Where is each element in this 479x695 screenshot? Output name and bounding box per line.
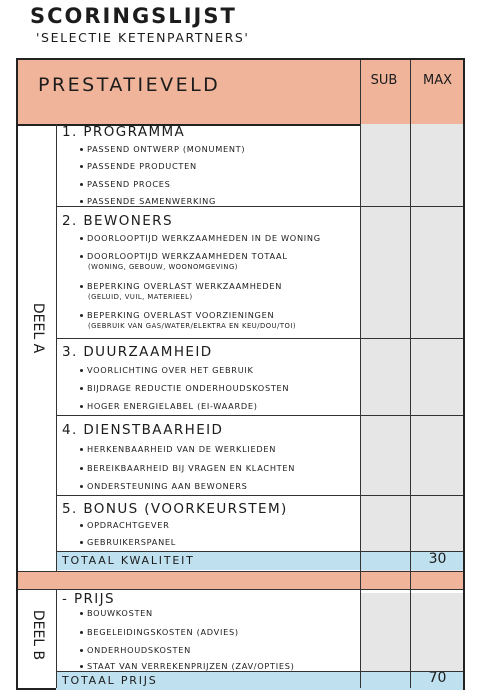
deel-a-label: DEEL A (30, 302, 46, 354)
list-item: ONDERHOUDSKOSTEN (80, 645, 191, 655)
list-item-note: (WONING, GEBOUW, WOONOMGEVING) (88, 263, 238, 271)
section-title-bewoners: 2. BEWONERS (62, 213, 173, 229)
section-divider-2 (56, 338, 463, 339)
deel-b-label: DEEL B (30, 609, 46, 661)
list-item-note: (GELUID, VUIL, MATERIEEL) (88, 293, 193, 301)
column-divider-sub (360, 60, 361, 688)
section-title-programma: 1. PROGRAMMA (62, 124, 186, 140)
separator-row (18, 572, 463, 589)
list-item: VOORLICHTING OVER HET GEBRUIK (80, 365, 254, 375)
section-divider-6 (18, 571, 463, 572)
section-divider-8 (56, 671, 463, 672)
list-item: PASSEND PROCES (80, 179, 171, 189)
list-item: BEREIKBAARHEID BIJ VRAGEN EN KLACHTEN (80, 463, 295, 473)
column-divider-max (410, 60, 411, 688)
list-item: HOGER ENERGIELABEL (EI-WAARDE) (80, 401, 258, 411)
score-columns-deel-a (361, 124, 463, 578)
header-label-max: MAX (422, 73, 452, 88)
section-title-duurzaamheid: 3. DUURZAAMHEID (62, 344, 213, 360)
section-title-prijs: - PRIJS (62, 591, 116, 607)
list-item: BOUWKOSTEN (80, 608, 153, 618)
total-label-kwaliteit: TOTAAL KWALITEIT (62, 554, 195, 567)
list-item: PASSEND ONTWERP (MONUMENT) (80, 144, 245, 154)
scoring-sheet (16, 58, 465, 690)
list-item: BEPERKING OVERLAST WERKZAAMHEDEN (80, 281, 282, 291)
list-item: BIJDRAGE REDUCTIE ONDERHOUDSKOSTEN (80, 383, 289, 393)
list-item: STAAT VAN VERREKENPRIJZEN (ZAV/OPTIES) (80, 661, 295, 671)
list-item: GEBRUIKERSPANEL (80, 537, 176, 547)
section-title-dienstbaarheid: 4. DIENSTBAARHEID (62, 422, 224, 438)
column-divider-deel (56, 124, 57, 572)
list-item: PASSENDE PRODUCTEN (80, 161, 197, 171)
section-divider-3 (56, 415, 463, 416)
list-item: DOORLOOPTIJD WERKZAAMHEDEN TOTAAL (80, 251, 288, 261)
page-subtitle: 'SELECTIE KETENPARTNERS' (36, 30, 250, 45)
list-item: PASSENDE SAMENWERKING (80, 196, 216, 206)
list-item: OPDRACHTGEVER (80, 520, 169, 530)
section-divider-1 (56, 206, 463, 207)
list-item: HERKENBAARHEID VAN DE WERKLIEDEN (80, 444, 276, 454)
header-label-prestatieveld: PRESTATIEVELD (38, 74, 221, 96)
section-divider-4 (56, 495, 463, 496)
section-divider-5 (56, 551, 463, 552)
header-label-sub: SUB (370, 73, 398, 88)
header-row (18, 60, 463, 126)
list-item-note: (GEBRUIK VAN GAS/WATER/ELEKTRA EN KEU/DOU/TOI) (88, 322, 297, 330)
column-divider-deel-b (56, 589, 57, 688)
list-item: DOORLOOPTIJD WERKZAAMHEDEN IN DE WONING (80, 233, 321, 243)
total-max-kwaliteit: 30 (428, 551, 447, 567)
total-label-prijs: TOTAAL PRIJS (62, 674, 158, 687)
list-item: BEPERKING OVERLAST VOORZIENINGEN (80, 310, 274, 320)
list-item: BEGELEIDINGSKOSTEN (ADVIES) (80, 627, 239, 637)
page-title: SCORINGSLIJST (30, 4, 237, 28)
section-title-bonus: 5. BONUS (VOORKEURSTEM) (62, 501, 288, 517)
list-item: ONDERSTEUNING AAN BEWONERS (80, 481, 248, 491)
total-max-prijs: 70 (428, 670, 447, 686)
section-divider-7 (18, 589, 463, 590)
